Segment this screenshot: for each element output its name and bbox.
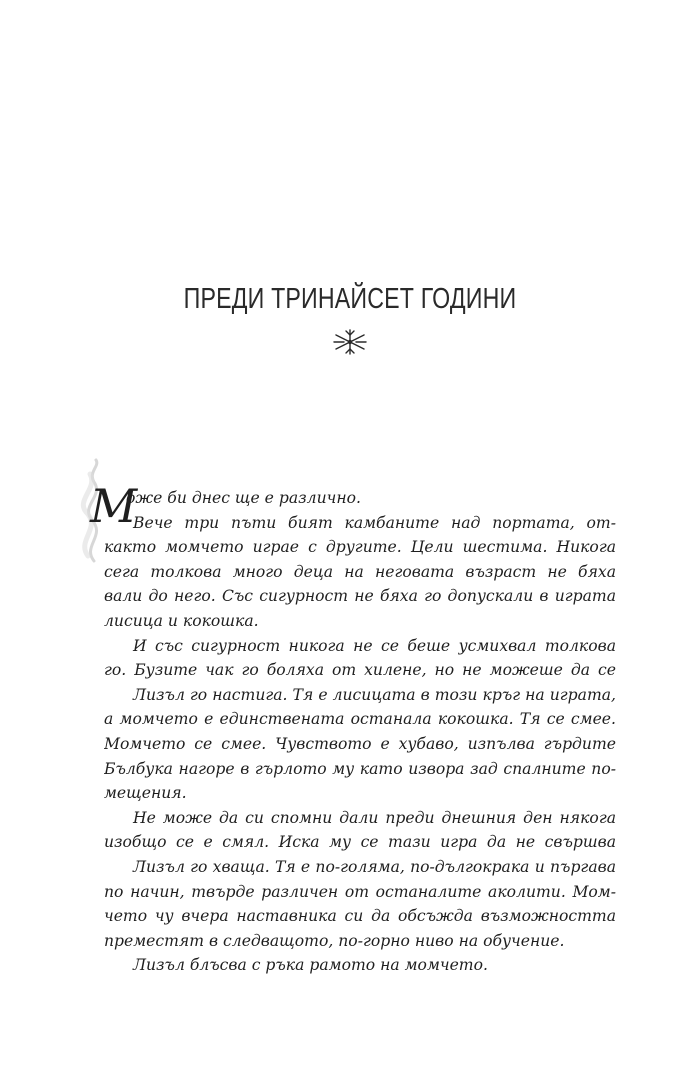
paragraph-line: Лизъл го хваща. Тя е по-голяма, по-дългокрака и пъргава bbox=[133, 857, 616, 876]
paragraph-line: Бълбука нагоре в гърлото му като извора зад спалните по- bbox=[104, 759, 616, 778]
paragraph-line: Лизъл блъсва с ръка рамото на момчето. bbox=[133, 956, 488, 975]
paragraph-line: сега толкова много деца на неговата възраст не бяха bbox=[104, 562, 616, 581]
paragraph-line: както момчето играе с другите. Цели шестима. Никога bbox=[104, 538, 616, 557]
paragraph-line: изобщо се е смял. Иска му се тази игра да не свършва bbox=[104, 833, 616, 852]
paragraph-line: вали до него. Със сигурност не бяха го допускали в играта bbox=[104, 587, 616, 606]
drop-cap: М bbox=[90, 479, 138, 533]
paragraph-line: Момчето се смее. Чувството е хубаво, изпълва гърдите bbox=[104, 734, 616, 753]
paragraph-line: Лизъл го настига. Тя е лисицата в този кръг на играта, bbox=[133, 685, 616, 704]
first-line-text: оже би днес ще е различно. bbox=[126, 489, 361, 507]
paragraph-line: чето чу вчера наставника си да обсъжда възможността bbox=[104, 907, 616, 926]
paragraph-line: го. Бузите чак го боляха от хилене, но не можеше да се bbox=[104, 661, 616, 680]
paragraph-line: Не може да си спомни дали преди днешния ден някога bbox=[133, 808, 616, 827]
paragraph-line: лисица и кокошка. bbox=[104, 611, 259, 630]
paragraph-line: по начин, твърде различен от останалите аколити. Мом- bbox=[104, 882, 616, 901]
chapter-title: ПРЕДИ ТРИНАЙСЕТ ГОДИНИ bbox=[183, 283, 517, 315]
paragraph-line: Вече три пъти бият камбаните над портата, от- bbox=[133, 513, 616, 532]
paragraph-line: И със сигурност никога не се беше усмихвал толкова bbox=[133, 636, 616, 655]
paragraph-line: преместят в следващото, по-горно ниво на обучение. bbox=[104, 931, 565, 950]
snowflake-ornament-icon bbox=[331, 327, 369, 357]
chapter-body bbox=[90, 479, 616, 978]
paragraph-line: а момчето е единствената останала кокошка. Тя се смее. bbox=[104, 710, 616, 729]
paragraph-line: мещения. bbox=[104, 784, 187, 803]
